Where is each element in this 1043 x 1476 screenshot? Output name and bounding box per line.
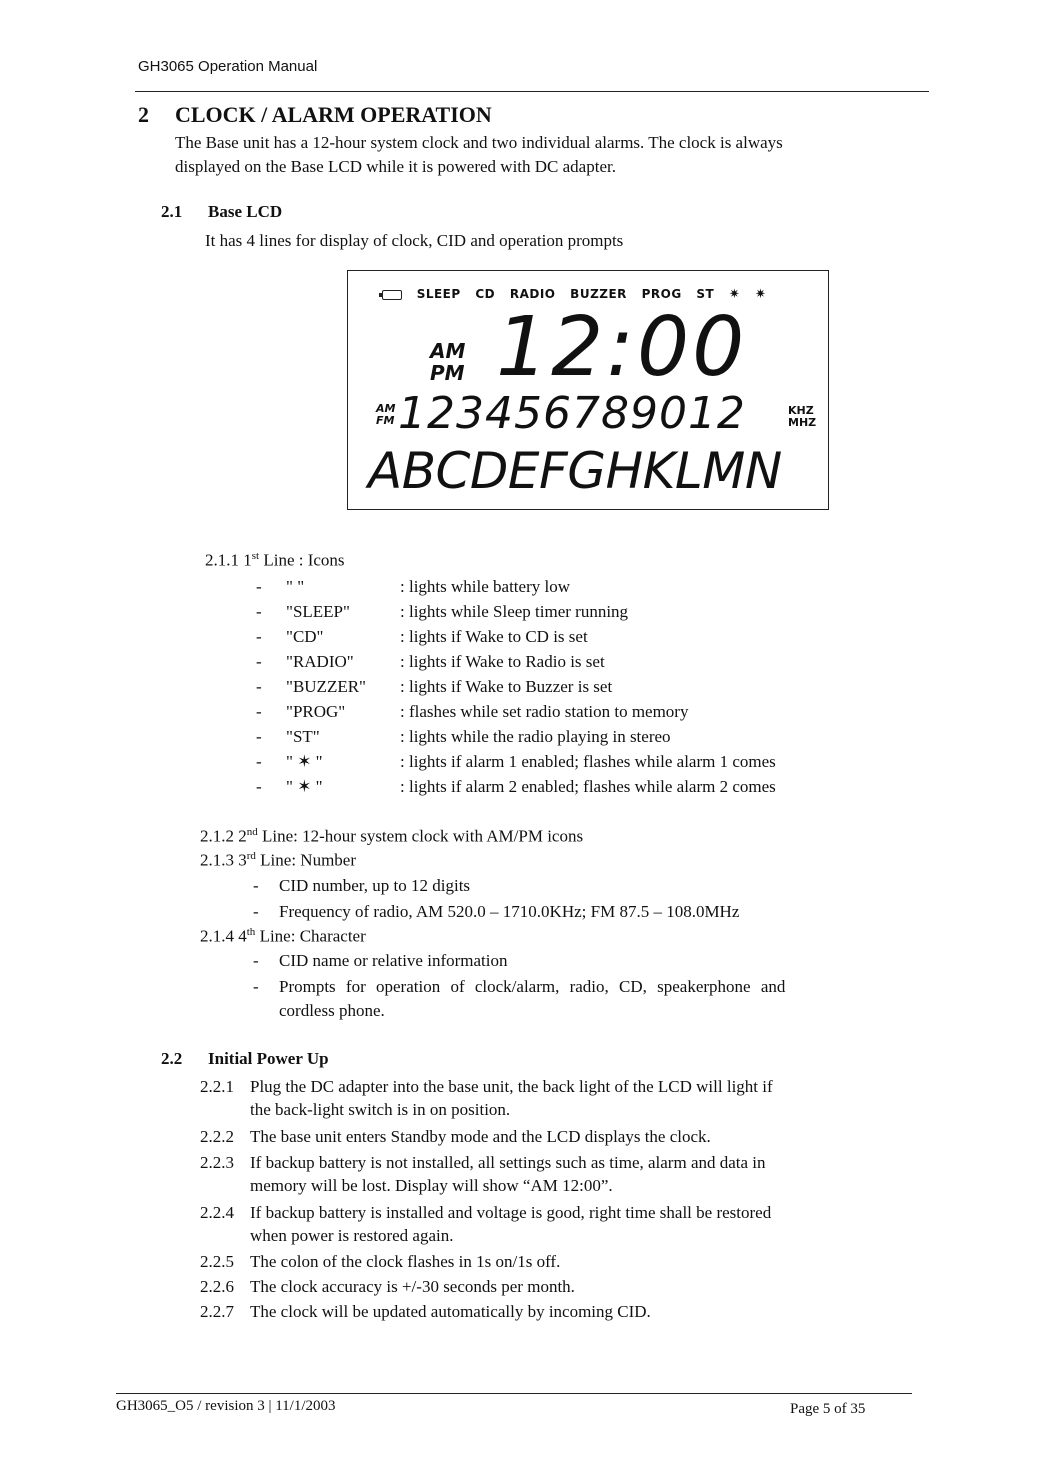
step-text: The clock accuracy is +/-30 seconds per month. — [250, 1277, 575, 1296]
footer-rule — [116, 1393, 912, 1394]
intro-line-2: displayed on the Base LCD while it is powered with DC adapter. — [175, 157, 616, 176]
lcd-diagram — [347, 270, 829, 510]
lcd-icon-prog: PROG — [641, 287, 682, 301]
subsection-title: Base LCD — [208, 202, 283, 221]
subsection-number: 2.2 — [161, 1049, 183, 1068]
step-number: 2.2.5 — [200, 1252, 234, 1271]
step-text: when power is restored again. — [250, 1226, 454, 1245]
step-text: the back-light switch is in on position. — [250, 1100, 511, 1119]
running-header: GH3065 Operation Manual — [138, 58, 318, 75]
lcd-am: AM — [430, 339, 466, 363]
lcd-icon-st: ST — [696, 287, 715, 301]
s212-heading: 2.1.2 2nd Line: 12-hour system clock with AM/PM icons — [200, 826, 584, 846]
footer-revision: GH3065_O5 / revision 3 | 11/1/2003 — [116, 1398, 336, 1414]
page-number: Page 5 of 35 — [790, 1401, 866, 1417]
step-text: The colon of the clock flashes in 1s on/1s off. — [250, 1252, 561, 1271]
power-up-list — [200, 1077, 920, 1337]
lcd-icon-sleep: SLEEP — [416, 287, 461, 301]
alarm-1-icon: ✷ — [728, 287, 741, 302]
intro-line-1: The Base unit has a 12-hour system clock and two individual alarms. The clock is always — [175, 133, 783, 152]
battery-icon — [382, 290, 402, 300]
lcd-icon-cd: CD — [475, 287, 496, 301]
lcd-band-am: AM — [376, 402, 396, 415]
alarm-2-icon: ✷ — [754, 287, 767, 302]
section-title: CLOCK / ALARM OPERATION — [175, 102, 492, 127]
step-text: The clock will be updated automatically by incoming CID. — [250, 1302, 651, 1321]
step-text: The base unit enters Standby mode and the LCD displays the clock. — [250, 1127, 711, 1146]
list-item: - CID name or relative information — [253, 951, 508, 970]
subsection-number: 2.1 — [161, 202, 183, 221]
step-text: memory will be lost. Display will show “AM 12:00”. — [250, 1176, 613, 1195]
step-number: 2.2.7 — [200, 1302, 234, 1321]
step-number: 2.2.2 — [200, 1127, 234, 1146]
s214-heading: 2.1.4 4th Line: Character — [200, 926, 366, 946]
lcd-digits: 123456789012 — [398, 388, 746, 439]
list-item-continuation: cordless phone. — [279, 1001, 385, 1020]
step-number: 2.2.3 — [200, 1153, 234, 1172]
header-rule — [135, 91, 929, 92]
list-item: - Prompts for operation of clock/alarm, radio, CD, speakerphone and — [253, 977, 786, 996]
step-text: If backup battery is not installed, all settings such as time, alarm and data in — [250, 1153, 766, 1172]
step-number: 2.2.4 — [200, 1203, 234, 1222]
lcd-khz: KHZ — [788, 404, 814, 417]
lcd-chars: ABCDEFGHKLMN — [368, 442, 782, 500]
s211-heading: 2.1.1 1st Line : Icons — [205, 550, 345, 570]
lcd-clock: 12:00 — [496, 300, 748, 395]
lcd-pm: PM — [430, 361, 465, 385]
s213-heading: 2.1.3 3rd Line: Number — [200, 850, 357, 870]
lcd-icon-radio: RADIO — [509, 287, 556, 301]
list-item: - CID number, up to 12 digits — [253, 876, 471, 895]
subsection-desc: It has 4 lines for display of clock, CID and operation prompts — [205, 231, 624, 250]
lcd-icon-buzzer: BUZZER — [570, 287, 627, 301]
step-number: 2.2.6 — [200, 1277, 234, 1296]
icon-list: - " " : lights while battery low - "SLEEP" : lights while Sleep timer running - "CD" : lights if Wake to CD is set - "RADIO" : lights if Wake to Radio is set - "BUZZER" : lights if Wake to Buzzer is set - "PROG" : flashes while set radio station to memory - "ST" : lights while the radio playing in stereo - " ✶ " : lights if alarm 1 enabled; flashes while alarm 1 comes - " ✶ " : lights if alarm 2 enabled; flashes while alarm 2 comes — [256, 577, 776, 796]
subsection-title: Initial Power Up — [208, 1049, 329, 1068]
list-item: - Frequency of radio, AM 520.0 – 1710.0KHz; FM 87.5 – 108.0MHz — [253, 902, 740, 921]
step-text: Plug the DC adapter into the base unit, the back light of the LCD will light if — [250, 1077, 773, 1096]
step-text: If backup battery is installed and voltage is good, right time shall be restored — [250, 1203, 772, 1222]
step-number: 2.2.1 — [200, 1077, 234, 1096]
section-number: 2 — [138, 102, 149, 127]
lcd-band-fm: FM — [376, 414, 395, 427]
lcd-mhz: MHZ — [788, 416, 817, 429]
